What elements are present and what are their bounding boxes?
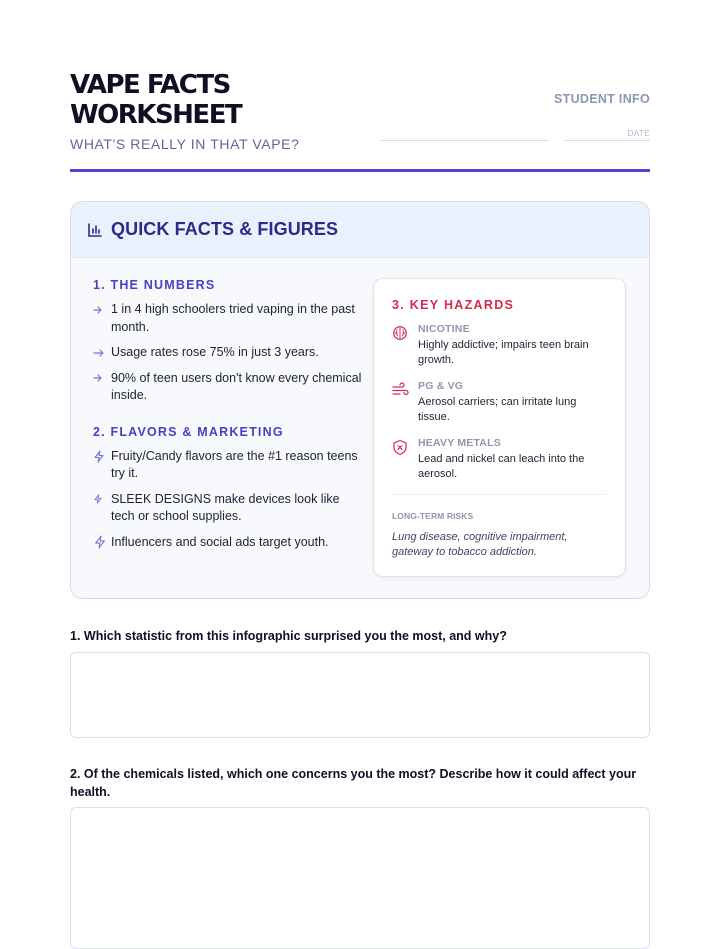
hazard-desc: Lead and nickel can leach into the aerosol. xyxy=(418,453,585,480)
flavors-item-text: SLEEK DESIGNS make devices look like tech or school supplies. xyxy=(111,491,340,523)
student-info-label: STUDENT INFO xyxy=(554,92,650,106)
hazard-name: PG & VG xyxy=(418,380,464,392)
list-item xyxy=(93,448,363,483)
answer-box-2[interactable] xyxy=(70,807,650,949)
list-item xyxy=(93,534,363,552)
list-item xyxy=(93,491,363,526)
hazard-item xyxy=(392,437,607,481)
lightning-icon xyxy=(93,534,111,551)
date-field[interactable]: DATE xyxy=(564,129,650,141)
quick-facts-title: QUICK FACTS & FIGURES xyxy=(111,219,339,239)
arrow-right-icon xyxy=(93,370,111,387)
header xyxy=(70,70,650,152)
question-1: 1. Which statistic from this infographic surprised you the most, and why? xyxy=(70,629,507,643)
list-item xyxy=(93,301,363,336)
hazard-item xyxy=(392,380,607,424)
header-divider xyxy=(70,169,650,172)
hazards-section-title: 3. KEY HAZARDS xyxy=(392,298,515,312)
hazard-desc: Highly addictive; impairs teen brain growth. xyxy=(418,339,589,366)
numbers-item-text: Usage rates rose 75% in just 3 years. xyxy=(111,345,319,359)
list-item xyxy=(93,370,363,405)
key-hazards-card xyxy=(373,278,626,577)
quick-facts-card xyxy=(70,201,650,599)
numbers-item-text: 90% of teen users don't know every chemical inside. xyxy=(111,370,362,402)
bar-chart-icon xyxy=(87,222,103,238)
arrow-right-icon xyxy=(93,301,111,318)
numbers-section-title: 1. THE NUMBERS xyxy=(93,278,216,292)
answer-box-1[interactable] xyxy=(70,652,650,738)
page-subtitle: WHAT'S REALLY IN THAT VAPE? xyxy=(70,136,300,152)
facts-left-column xyxy=(93,278,363,559)
lightning-icon xyxy=(93,491,111,508)
flavors-section-title: 2. FLAVORS & MARKETING xyxy=(93,424,284,439)
hazards-divider xyxy=(392,494,607,495)
lightning-icon xyxy=(93,448,111,465)
list-item xyxy=(93,344,363,362)
quick-facts-header xyxy=(71,202,649,258)
hazard-name: HEAVY METALS xyxy=(418,437,501,449)
flavors-item-text: Fruity/Candy flavors are the #1 reason teens try it. xyxy=(111,448,358,480)
hazard-desc: Aerosol carriers; can irritate lung tissue. xyxy=(418,396,577,423)
hazard-name: NICOTINE xyxy=(418,323,470,335)
long-term-risks-label: LONG-TERM RISKS xyxy=(392,511,474,521)
numbers-item-text: 1 in 4 high schoolers tried vaping in the past month. xyxy=(111,302,355,334)
student-info xyxy=(380,92,650,141)
long-term-risks-text: Lung disease, cognitive impairment, gateway to tobacco addiction. xyxy=(392,531,568,558)
page-title: VAPE FACTS WORKSHEET xyxy=(70,70,242,130)
name-field[interactable] xyxy=(380,140,549,141)
arrow-right-icon xyxy=(93,344,111,361)
question-2: 2. Of the chemicals listed, which one concerns you the most? Describe how it could affect your health. xyxy=(70,767,637,799)
brain-icon xyxy=(392,323,418,367)
hazard-item xyxy=(392,323,607,367)
student-info-fields xyxy=(380,119,650,141)
wind-icon xyxy=(392,380,418,424)
shield-x-icon xyxy=(392,437,418,481)
flavors-item-text: Influencers and social ads target youth. xyxy=(111,534,329,549)
